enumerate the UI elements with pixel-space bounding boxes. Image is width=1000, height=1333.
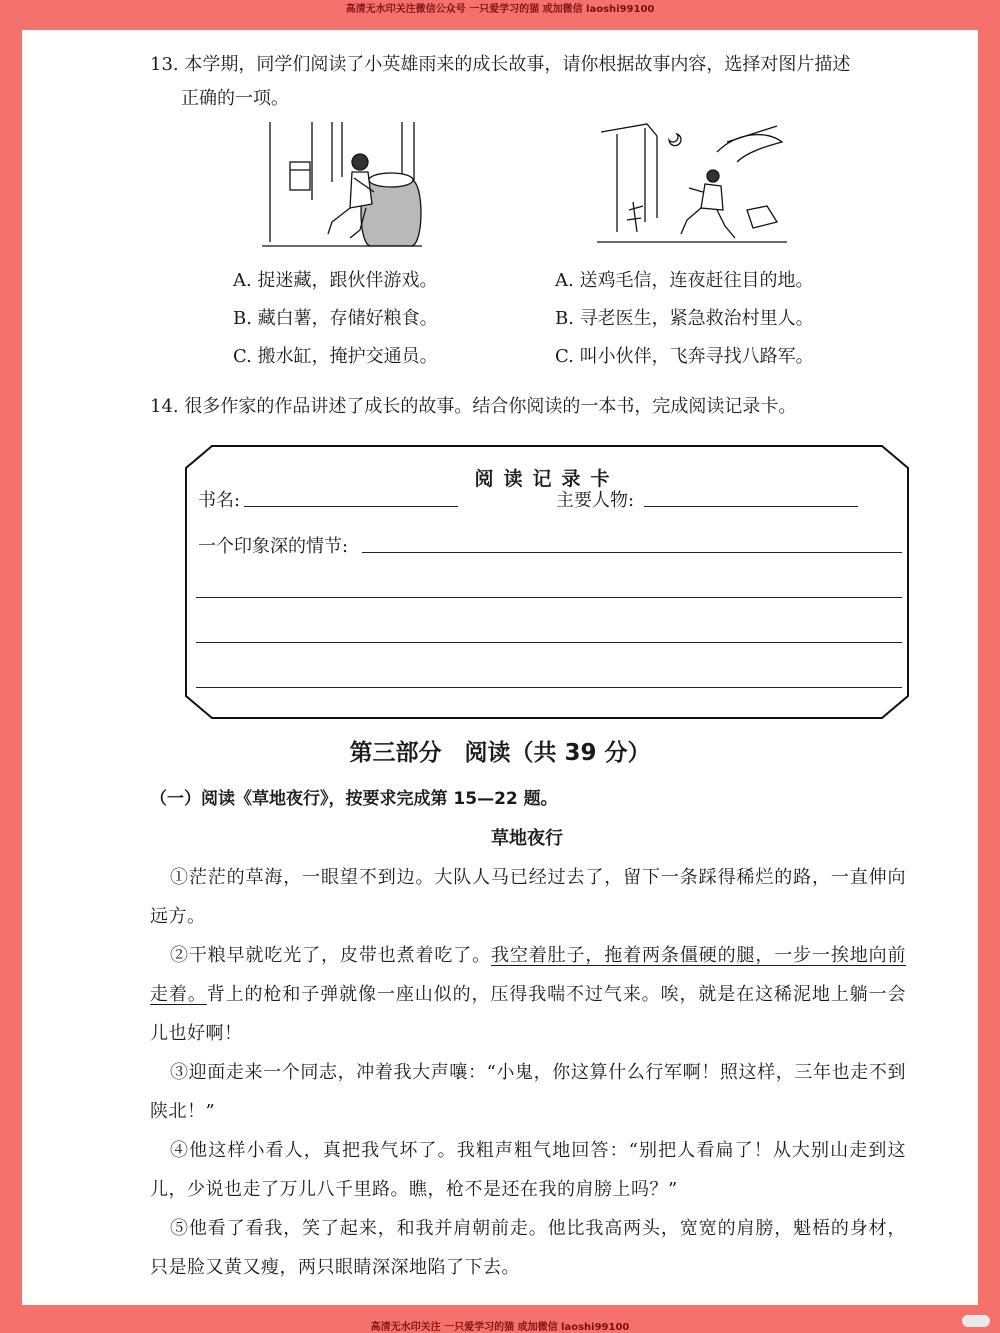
paragraph-2: [150, 936, 906, 1053]
card-title: 阅读记录卡: [474, 468, 620, 490]
running-boy-illustration: [597, 122, 787, 250]
corner-badge: [962, 1315, 990, 1327]
part-three-title: 第三部分 阅读（共 39 分）: [349, 740, 651, 766]
option-left-b[interactable]: B. 藏白薯，存储好粮食。: [233, 308, 438, 329]
top-watermark: 高清无水印关注微信公众号 一只爱学习的猫 或加微信 laoshi99100: [345, 4, 655, 15]
exam-page: [22, 30, 978, 1305]
book-name-blank[interactable]: [244, 506, 458, 507]
question-14: 14. 很多作家的作品讲述了成长的故事。结合你阅读的一本书，完成阅读记录卡。: [150, 396, 797, 417]
underlined-sentence: 我空着肚子，拖着两条僵硬的腿，一步一挨地向前走着。: [150, 945, 907, 1005]
water-vat-illustration: [262, 122, 422, 250]
bottom-watermark: 高清无水印关注 一只爱学习的猫 或加微信 laoshi99100: [370, 1322, 630, 1333]
question-13: [150, 48, 930, 116]
option-right-a[interactable]: A. 送鸡毛信，连夜赶往目的地。: [555, 270, 814, 291]
memorable-plot-blank-2[interactable]: [196, 597, 902, 598]
paragraph-3: ③迎面走来一个同志，冲着我大声嚷：“小鬼，你这算什么行军啊！照这样，三年也走不到陕北！”: [150, 1062, 906, 1122]
reading-record-card: [184, 444, 910, 720]
memorable-plot-blank-4[interactable]: [196, 687, 902, 688]
main-character-label: 主要人物:: [556, 490, 635, 511]
memorable-plot-blank-3[interactable]: [196, 642, 902, 643]
story-body: [150, 858, 906, 1287]
question-13-right-options: [555, 262, 814, 376]
memorable-plot-blank-1[interactable]: [362, 552, 902, 553]
question-13-left-options: [233, 262, 438, 376]
book-name-label: 书名:: [198, 490, 241, 511]
question-13-line2: 正确的一项。: [181, 88, 289, 109]
paragraph-2-end: 背上的枪和子弹就像一座山似的，压得我喘不过气来。唉，就是在这稀泥地上躺一会儿也好啊！: [150, 984, 906, 1044]
option-left-c[interactable]: C. 搬水缸，掩护交通员。: [233, 346, 438, 367]
paragraph-1: ①茫茫的草海，一眼望不到边。大队人马已经过去了，留下一条踩得稀烂的路，一直伸向远方。: [150, 867, 906, 927]
paragraph-5: ⑤他看了看我，笑了起来，和我并肩朝前走。他比我高两头，宽宽的肩膀，魁梧的身材，只是脸又黄又瘦，两只眼睛深深地陷了下去。: [150, 1218, 906, 1278]
option-left-a[interactable]: A. 捉迷藏，跟伙伴游戏。: [233, 270, 438, 291]
reading-one-instruction: （一）阅读《草地夜行》，按要求完成第 15—22 题。: [150, 789, 558, 809]
main-character-blank[interactable]: [644, 506, 858, 507]
question-13-line1: 13. 本学期，同学们阅读了小英雄雨来的成长故事，请你根据故事内容，选择对图片描述: [150, 54, 851, 75]
paragraph-4: ④他这样小看人，真把我气坏了。我粗声粗气地回答：“别把人看扁了！从大别山走到这儿，少说也走了万儿八千里路。瞧，枪不是还在我的肩膀上吗？”: [150, 1140, 906, 1200]
option-right-c[interactable]: C. 叫小伙伴，飞奔寻找八路军。: [555, 346, 814, 367]
memorable-plot-label: 一个印象深的情节:: [198, 536, 349, 557]
story-title: 草地夜行: [491, 828, 563, 849]
paragraph-2-start: ②干粮早就吃光了，皮带也煮着吃了。: [170, 945, 491, 966]
option-right-b[interactable]: B. 寻老医生，紧急救治村里人。: [555, 308, 814, 329]
